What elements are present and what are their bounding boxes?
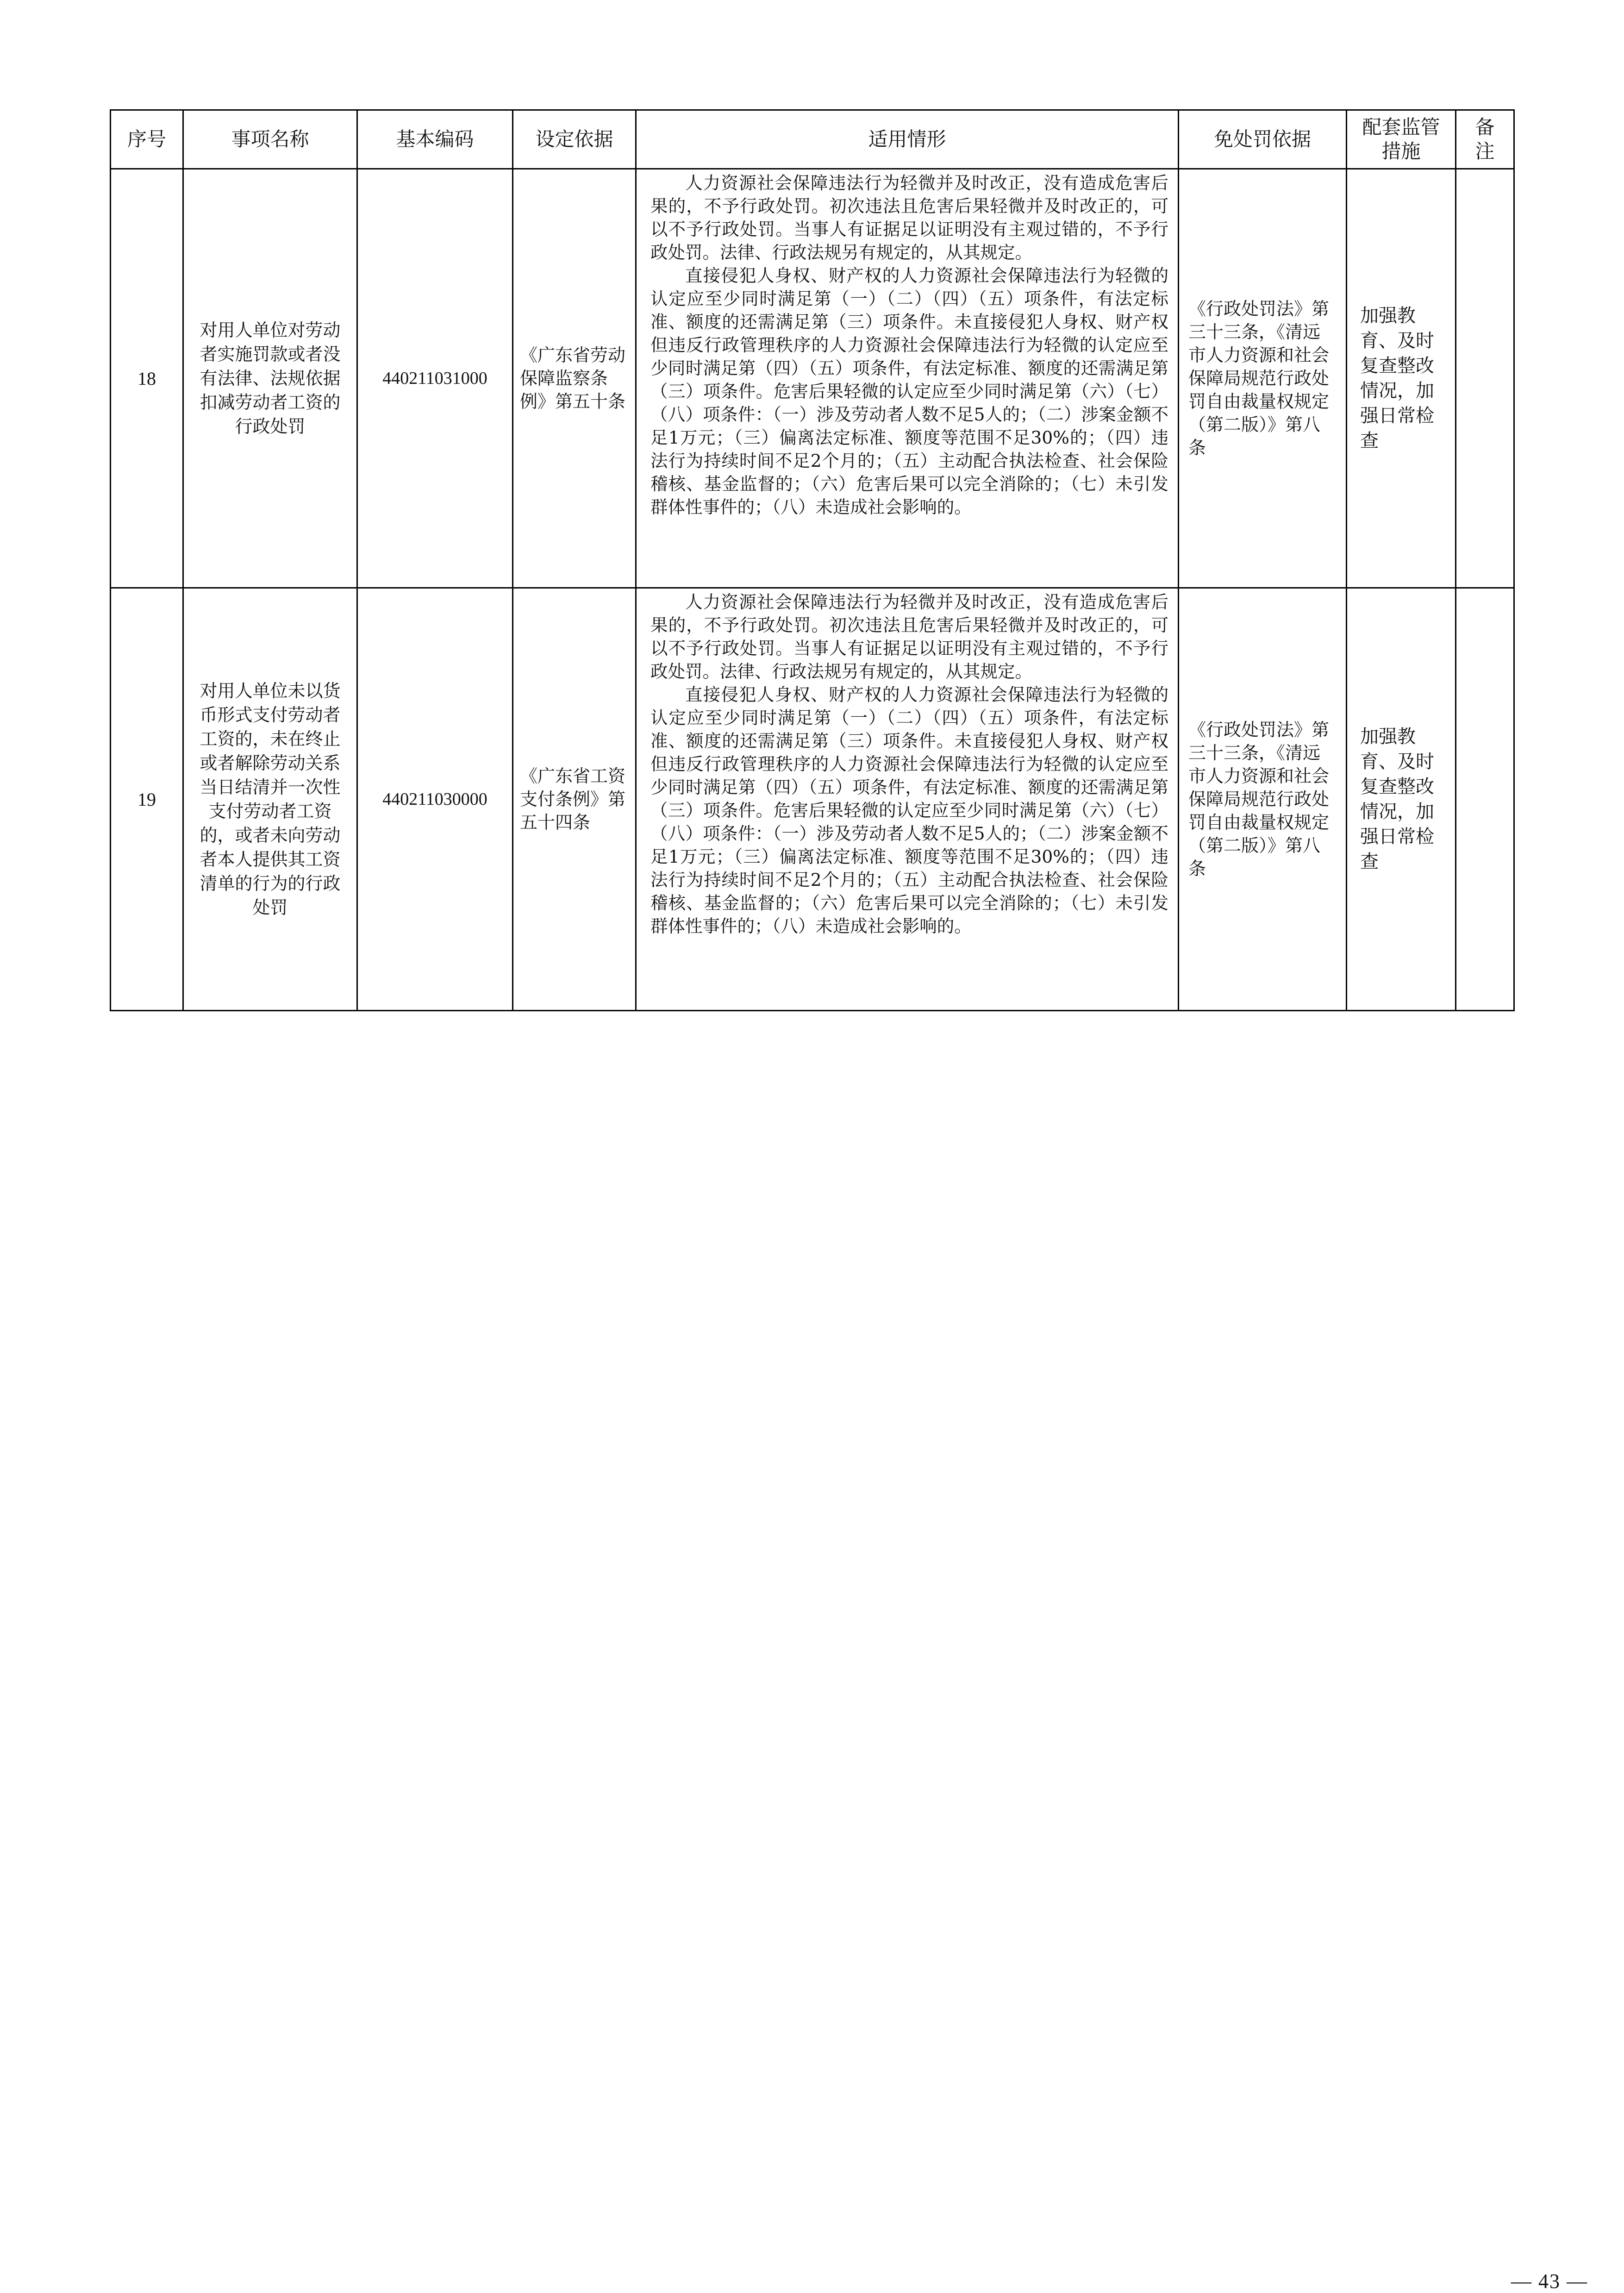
situation-paragraph-2: 直接侵犯人身权、财产权的人力资源社会保障违法行为轻微的认定应至少同时满足第（一）（二）（四）（五）项条件，有法定标准、额度的还需满足第（三）项条件。未直接侵犯人身权、财产权但违反行政管理秩序的人力资源社会保障违法行为轻微的认定应至少同时满足第（四）（五）项条件，有法定标准、额度的还需满足第（三）项条件。危害后果轻微的认定应至少同时满足第（六）（七）（八）项条件：（一）涉及劳动者人数不足5人的；（二）涉案金额不足1万元；（三）偏离法定标准、额度等范围不足30%的；（四）违法行为持续时间不足2个月的；（五）主动配合执法检查、社会保险稽核、基金监督的；（六）危害后果可以完全消除的；（七）未引发群体性事件的；（八）未造成社会影响的。 [650, 684, 1168, 936]
penalty-exemption-table-container [110, 109, 1515, 1011]
item-name: 对用人单位未以货币形式支付劳动者工资的，未在终止或者解除劳动关系当日结清并一次性支付劳动者工资的，或者未向劳动者本人提供其工资清单的行为的行政处罚 [183, 588, 357, 1011]
item-code: 440211031000 [357, 169, 513, 588]
table-row [111, 169, 1514, 588]
table-header-row [111, 110, 1514, 169]
header-basis: 设定依据 [513, 110, 636, 169]
situation-paragraph-2: 直接侵犯人身权、财产权的人力资源社会保障违法行为轻微的认定应至少同时满足第（一）（二）（四）（五）项条件，有法定标准、额度的还需满足第（三）项条件。未直接侵犯人身权、财产权但违反行政管理秩序的人力资源社会保障违法行为轻微的认定应至少同时满足第（四）（五）项条件，有法定标准、额度的还需满足第（三）项条件。危害后果轻微的认定应至少同时满足第（六）（七）（八）项条件：（一）涉及劳动者人数不足5人的；（二）涉案金额不足1万元；（三）偏离法定标准、额度等范围不足30%的；（四）违法行为持续时间不足2个月的；（五）主动配合执法检查、社会保险稽核、基金监督的；（六）危害后果可以完全消除的；（七）未引发群体性事件的；（八）未造成社会影响的。 [650, 265, 1168, 517]
row-number: 19 [111, 588, 183, 1011]
header-remarks: 备注 [1456, 110, 1514, 169]
header-situation: 适用情形 [636, 110, 1179, 169]
header-exempt-basis: 免处罚依据 [1179, 110, 1347, 169]
penalty-exemption-table [110, 109, 1515, 1011]
exemption-basis: 《行政处罚法》第三十三条，《清远市人力资源和社会保障局规范行政处罚自由裁量权规定（第二版）》第八条 [1179, 169, 1347, 588]
table-row [111, 588, 1514, 1011]
applicable-situation [636, 588, 1179, 1011]
exemption-basis: 《行政处罚法》第三十三条，《清远市人力资源和社会保障局规范行政处罚自由裁量权规定（第二版）》第八条 [1179, 588, 1347, 1011]
legal-basis: 《广东省劳动保障监察条例》第五十条 [513, 169, 636, 588]
situation-paragraph-1: 人力资源社会保障违法行为轻微并及时改正，没有造成危害后果的，不予行政处罚。初次违法且危害后果轻微并及时改正的，可以不予行政处罚。当事人有证据足以证明没有主观过错的，不予行政处罚。法律、行政法规另有规定的，从其规定。 [650, 592, 1168, 682]
header-no: 序号 [111, 110, 183, 169]
header-name: 事项名称 [183, 110, 357, 169]
remarks [1456, 169, 1514, 588]
supervision-measures: 加强教育、及时复查整改情况，加强日常检查 [1347, 169, 1456, 588]
header-measures: 配套监管措施 [1347, 110, 1456, 169]
row-number: 18 [111, 169, 183, 588]
applicable-situation [636, 169, 1179, 588]
remarks [1456, 588, 1514, 1011]
header-code: 基本编码 [357, 110, 513, 169]
situation-paragraph-1: 人力资源社会保障违法行为轻微并及时改正，没有造成危害后果的，不予行政处罚。初次违法且危害后果轻微并及时改正的，可以不予行政处罚。当事人有证据足以证明没有主观过错的，不予行政处罚。法律、行政法规另有规定的，从其规定。 [650, 173, 1168, 263]
legal-basis: 《广东省工资支付条例》第五十四条 [513, 588, 636, 1011]
item-code: 440211030000 [357, 588, 513, 1011]
item-name: 对用人单位对劳动者实施罚款或者没有法律、法规依据扣减劳动者工资的行政处罚 [183, 169, 357, 588]
supervision-measures: 加强教育、及时复查整改情况，加强日常检查 [1347, 588, 1456, 1011]
